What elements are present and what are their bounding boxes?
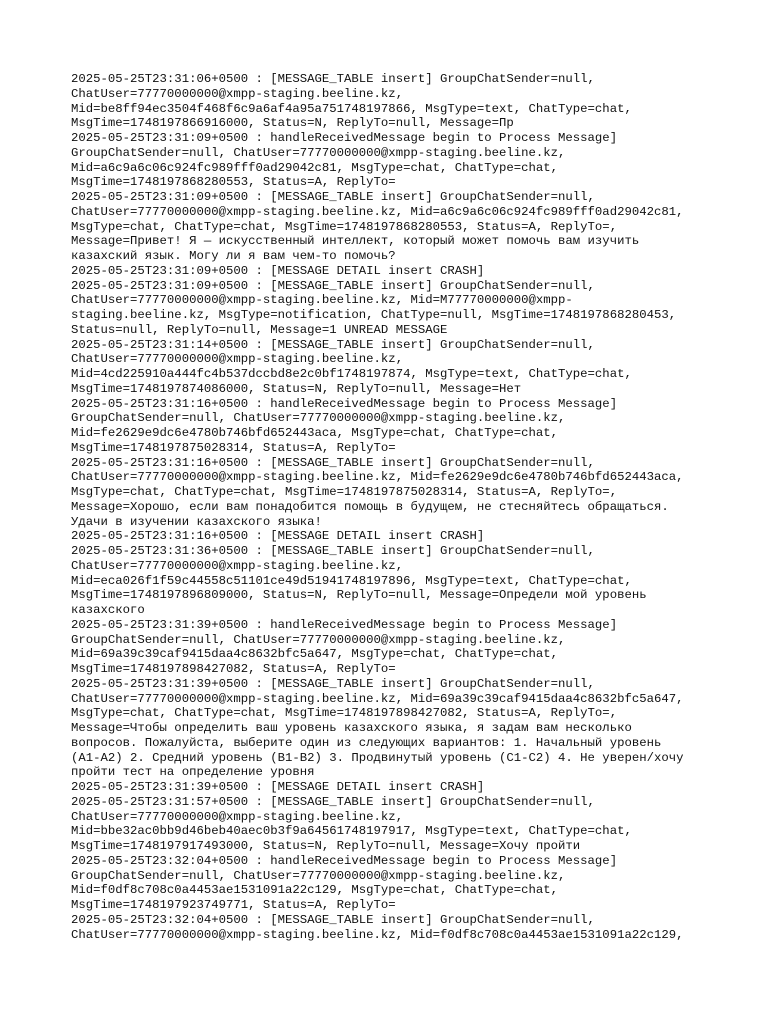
log-line: вопросов. Пожалуйста, выберите один из следующих вариантов: 1. Начальный уровень xyxy=(71,735,662,750)
log-line: GroupChatSender=null, ChatUser=77770000000@xmpp-staging.beeline.kz, xyxy=(71,632,566,647)
log-line: Mid=fe2629e9dc6e4780b746bfd652443aca, MsgType=chat, ChatType=chat, xyxy=(71,426,559,440)
log-line: 2025-05-25T23:31:09+0500 : [MESSAGE_TABLE insert] GroupChatSender=null, xyxy=(71,190,595,204)
log-line: 2025-05-25T23:31:36+0500 : [MESSAGE_TABLE insert] GroupChatSender=null, xyxy=(71,544,595,558)
log-line: MsgTime=1748197868280553, Status=A, ReplyTo= xyxy=(71,175,396,190)
log-line: 2025-05-25T23:31:16+0500 : [MESSAGE_TABLE insert] GroupChatSender=null, xyxy=(71,455,595,470)
log-line: ChatUser=77770000000@xmpp-staging.beeline.kz, Mid=a6c9a6c06c924fc989fff0ad29042c81, xyxy=(71,204,684,219)
log-line: (A1-A2) 2. Средний уровень (B1-B2) 3. Продвинутый уровень (C1-C2) 4. Не уверен/хочу xyxy=(71,750,684,765)
log-line: ChatUser=77770000000@xmpp-staging.beeline.kz, Mid=f0df8c708c0a4453ae1531091a22c129, xyxy=(71,927,684,942)
log-line: 2025-05-25T23:31:16+0500 : handleReceivedMessage begin to Process Message] xyxy=(71,396,618,411)
log-line: пройти тест на определение уровня xyxy=(71,765,315,780)
log-line: MsgTime=1748197874086000, Status=N, ReplyTo=null, Message=Нет xyxy=(71,381,522,396)
log-line: MsgTime=1748197866916000, Status=N, ReplyTo=null, Message=Пр xyxy=(71,116,514,131)
log-line: MsgType=chat, ChatType=chat, MsgTime=1748197875028314, Status=A, ReplyTo=, xyxy=(71,485,618,499)
log-line: 2025-05-25T23:31:39+0500 : [MESSAGE_TABLE insert] GroupChatSender=null, xyxy=(71,676,595,691)
log-line: MsgTime=1748197917493000, Status=N, ReplyTo=null, Message=Хочу пройти xyxy=(71,839,581,853)
log-line: ChatUser=77770000000@xmpp-staging.beeline.kz, xyxy=(71,86,404,101)
log-line: Mid=f0df8c708c0a4453ae1531091a22c129, MsgType=chat, ChatType=chat, xyxy=(71,883,559,898)
log-line: 2025-05-25T23:32:04+0500 : handleReceivedMessage begin to Process Message] xyxy=(71,853,618,868)
log-line: 2025-05-25T23:31:09+0500 : handleReceivedMessage begin to Process Message] xyxy=(71,131,618,145)
log-line: ChatUser=77770000000@xmpp-staging.beeline.kz, xyxy=(71,558,404,573)
log-line: 2025-05-25T23:31:39+0500 : [MESSAGE DETAIL insert CRASH] xyxy=(71,780,485,794)
log-line: казахский язык. Могу ли я вам чем-то помочь? xyxy=(71,249,396,263)
log-line: MsgTime=1748197898427082, Status=A, ReplyTo= xyxy=(71,662,396,676)
log-line: staging.beeline.kz, MsgType=notification, ChatType=null, MsgTime=1748197868280453, xyxy=(71,308,677,322)
log-line: 2025-05-25T23:31:14+0500 : [MESSAGE_TABLE insert] GroupChatSender=null, xyxy=(71,337,595,352)
log-line: Mid=be8ff94ec3504f468f6c9a6af4a95a751748197866, MsgType=text, ChatType=chat, xyxy=(71,101,632,116)
log-line: Message=Чтобы определить ваш уровень казахского языка, я задам вам несколько xyxy=(71,721,632,735)
log-line: MsgType=chat, ChatType=chat, MsgTime=1748197868280553, Status=A, ReplyTo=, xyxy=(71,219,618,234)
log-line: 2025-05-25T23:31:09+0500 : [MESSAGE DETAIL insert CRASH] xyxy=(71,263,485,278)
log-line: Mid=bbe32ac0bb9d46beb40aec0b3f9a64561748197917, MsgType=text, ChatType=chat, xyxy=(71,824,632,839)
log-line: ChatUser=77770000000@xmpp-staging.beeline.kz, xyxy=(71,809,404,824)
log-line: 2025-05-25T23:31:06+0500 : [MESSAGE_TABLE insert] GroupChatSender=null, xyxy=(71,72,595,86)
log-line: казахского xyxy=(71,603,145,617)
log-line: 2025-05-25T23:31:39+0500 : handleReceivedMessage begin to Process Message] xyxy=(71,617,618,632)
log-line: 2025-05-25T23:31:09+0500 : [MESSAGE_TABLE insert] GroupChatSender=null, xyxy=(71,278,595,293)
log-line: MsgTime=1748197923749771, Status=A, ReplyTo= xyxy=(71,898,396,912)
log-line: Status=null, ReplyTo=null, Message=1 UNREAD MESSAGE xyxy=(71,322,448,337)
log-line: Message=Хорошо, если вам понадобится помощь в будущем, не стесняйтесь обращаться. xyxy=(71,499,669,514)
log-line: MsgType=chat, ChatType=chat, MsgTime=1748197898427082, Status=A, ReplyTo=, xyxy=(71,706,618,721)
log-line: Удачи в изучении казахского языка! xyxy=(71,514,322,529)
log-line: Mid=eca026f1f59c44558c51101ce49d51941748197896, MsgType=text, ChatType=chat, xyxy=(71,573,632,588)
log-line: ChatUser=77770000000@xmpp-staging.beeline.kz, Mid=M77770000000@xmpp- xyxy=(71,293,573,308)
log-line: Mid=a6c9a6c06c924fc989fff0ad29042c81, MsgType=chat, ChatType=chat, xyxy=(71,160,559,175)
log-line: 2025-05-25T23:32:04+0500 : [MESSAGE_TABLE insert] GroupChatSender=null, xyxy=(71,912,595,927)
log-document xyxy=(71,72,731,942)
log-line: 2025-05-25T23:31:16+0500 : [MESSAGE DETAIL insert CRASH] xyxy=(71,529,485,544)
log-line: GroupChatSender=null, ChatUser=77770000000@xmpp-staging.beeline.kz, xyxy=(71,411,566,426)
log-line: GroupChatSender=null, ChatUser=77770000000@xmpp-staging.beeline.kz, xyxy=(71,145,566,160)
log-line: ChatUser=77770000000@xmpp-staging.beeline.kz, xyxy=(71,352,404,367)
log-line: GroupChatSender=null, ChatUser=77770000000@xmpp-staging.beeline.kz, xyxy=(71,868,566,883)
log-line: MsgTime=1748197875028314, Status=A, ReplyTo= xyxy=(71,440,396,455)
log-line: MsgTime=1748197896809000, Status=N, ReplyTo=null, Message=Определи мой уровень xyxy=(71,588,647,603)
log-line: Mid=69a39c39caf9415daa4c8632bfc5a647, MsgType=chat, ChatType=chat, xyxy=(71,647,559,662)
log-line: Mid=4cd225910a444fc4b537dccbd8e2c0bf1748197874, MsgType=text, ChatType=chat, xyxy=(71,367,632,381)
log-line: ChatUser=77770000000@xmpp-staging.beeline.kz, Mid=69a39c39caf9415daa4c8632bfc5a647, xyxy=(71,691,684,706)
log-line: ChatUser=77770000000@xmpp-staging.beeline.kz, Mid=fe2629e9dc6e4780b746bfd652443aca, xyxy=(71,470,684,485)
log-line: 2025-05-25T23:31:57+0500 : [MESSAGE_TABLE insert] GroupChatSender=null, xyxy=(71,794,595,809)
log-line: Message=Привет! Я — искусственный интеллект, который может помочь вам изучить xyxy=(71,234,640,249)
